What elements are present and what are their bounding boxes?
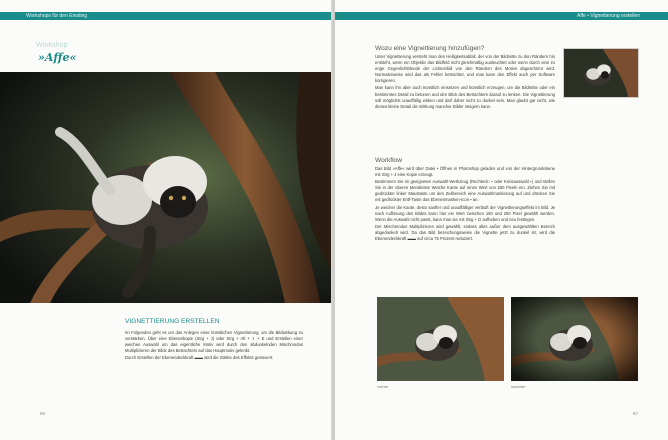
left-page	[0, 0, 333, 440]
workflow-paragraph-1: Das Bild »Affe« wird über Datei • Öffnen in Photoshop geladen und von der Hintergrundebene mit Strg + J eine Kopie erzeugt.	[375, 166, 555, 178]
after-photo	[511, 297, 638, 381]
right-page-number: 67	[632, 411, 638, 416]
workflow-paragraph-3: Je weicher die Kante, desto sanfter und unauffälliger verläuft der Vignettierungseffekt im Bild. Je nach Auflösung des Bildes kann hier ein Wert zwischen 150 und 250 Pixel gewählt werden. Wenn die Auswahl nicht passt, kann man sie mit Strg + D aufheben und neu festlegen.	[375, 204, 555, 222]
main-monkey-photo	[0, 72, 333, 303]
why-body-text	[375, 54, 555, 111]
left-header-bar	[0, 12, 333, 20]
section-name: »Affe«	[38, 51, 77, 64]
workflow-heading: Workflow	[375, 157, 402, 164]
workflow-body-text	[375, 166, 555, 243]
why-paragraph-2: Man kann ihn aber auch künstlich einsetzen und künstlich erzeugen, um die Bildmitte oder ein bestimmtes Detail zu betonen und den Blick des Betrachters darauf zu lenken. Die Vignettierung soll möglichst unauffällig wirken und darf daher nicht zu dunkel sein. Man glaubt gar nicht, wie dieses kleine Detail die Wirkung mancher Bilder steigern kann.	[375, 85, 555, 109]
workflow-paragraph-2: Bestimmen Sie im geeigneten Auswahl-Werkzeug (Rechteck- ▪ oder Kreisauswahl ▪) und stellen Sie in der oberen Menüleiste Weiche Kante auf einen Wert von 250 Pixeln ein. Ziehen Sie mit gedrückter linker Maustaste um den Zeilbereich eine Auswahlmarkierung auf und drücken Sie mit gedrückter Entf-Taste das Ebenenmasken-Icon ▪ an.	[375, 179, 555, 203]
right-header-bar	[335, 12, 668, 20]
before-caption: vorher	[377, 384, 389, 389]
section-label: Workshop	[36, 42, 68, 49]
vignette-heading: VIGNETTIERUNG ERSTELLEN	[125, 318, 220, 325]
thumbnail-photo	[563, 48, 639, 98]
right-header-text: Affe • Vignettierung erstellen	[577, 13, 640, 19]
before-photo	[377, 297, 504, 381]
after-caption: nachher	[511, 384, 526, 389]
left-paragraph-1: Im Folgenden geht es um das Anlegen einer künstlichen Vignettierung, um die Bildwirkung zu verstärken. Über eine Ebenenkopie (Strg + J) oder Strg + Alt + ⇧ + E und Erstellen einer weichen Auswahl um das eigentliche Motiv wird durch den abdunkelnden Mischmodus Multiplizieren der Blick des Betrachters auf das Hauptmotiv gelenkt.	[125, 330, 303, 354]
left-header-text: Workshops für den Einstieg	[26, 13, 88, 19]
left-page-number: 66	[40, 411, 46, 416]
left-body-text	[125, 330, 303, 362]
why-vignette-heading: Wozu eine Vignettierung hinzufügen?	[375, 45, 485, 52]
why-paragraph-1: Unter Vignettierung versteht man den Helligkeitsabfall, der von der Bildmitte zu den Rändern hin entsteht, wenn ein Objektiv das Bildfeld nicht gleichmäßig ausleuchtet oder wenn durch eine zu enge Gegenlichtblende der Lichteinfall von den Rändern des Motivs abgeschirmt wird. Normalerweise wird das als Fehler betrachtet, und man kann den Effekt auch per Software korrigieren.	[375, 54, 555, 84]
left-paragraph-2: Durch Erstellen der Ebenendeckkraft ▬▬ wird die Stärke des Effekts gesteuert.	[125, 355, 274, 361]
right-page	[335, 0, 668, 440]
workflow-paragraph-4: Der Mischmodus Multiplizieren wird gewählt, sodass alles außer dem ausgewählten Bereich abgedunkelt wird. Da das Bild bezeichungsweise die Vignette jetzt zu dunkel ist, wird die Ebenendeckkraft ▬▬ auf circa 75 Prozent reduziert.	[375, 223, 555, 242]
